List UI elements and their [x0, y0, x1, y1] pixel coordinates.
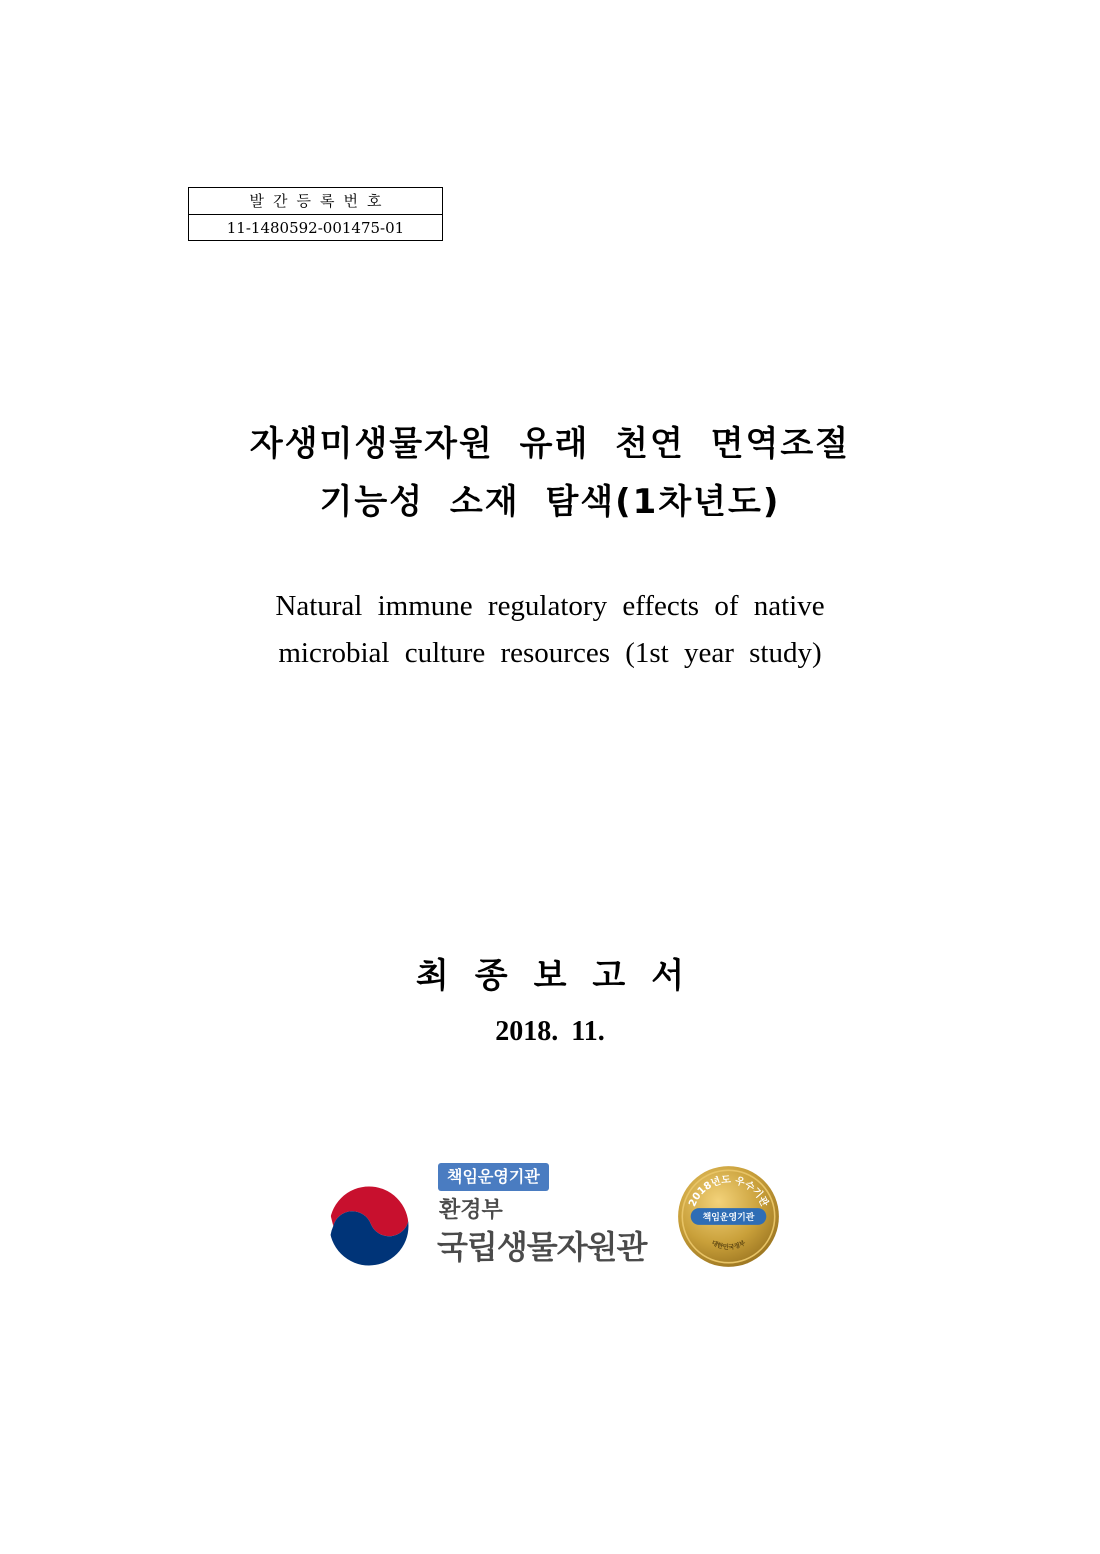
- registration-number-box: [188, 187, 443, 241]
- responsible-agency-badge: 책임운영기관: [438, 1163, 549, 1191]
- award-seal-icon: [676, 1164, 781, 1269]
- title-english-line1: Natural immune regulatory effects of native: [275, 590, 825, 622]
- title-korean-line2: 기능성 소재 탐색(1차년도): [319, 482, 781, 522]
- registration-number: 11-1480592-001475-01: [226, 219, 405, 237]
- taegeuk-emblem-icon: [322, 1179, 416, 1273]
- report-date: 2018. 11.: [495, 1016, 605, 1047]
- organization-name: 국립생물자원관: [437, 1228, 647, 1266]
- ministry-name: 환경부: [439, 1198, 503, 1223]
- seal-bottom-text: 대한민국정부: [710, 1239, 747, 1252]
- report-type: 최종보고서: [415, 956, 711, 996]
- seal-center-text: 책임운영기관: [702, 1213, 755, 1224]
- title-english-line2: microbial culture resources (1st year study): [278, 637, 822, 669]
- title-korean-line1: 자생미생물자원 유래 천연 면역조절: [249, 424, 851, 464]
- registration-label: 발간등록번호: [189, 188, 442, 215]
- seal-top-text: 2018년도 우수기관: [687, 1174, 770, 1209]
